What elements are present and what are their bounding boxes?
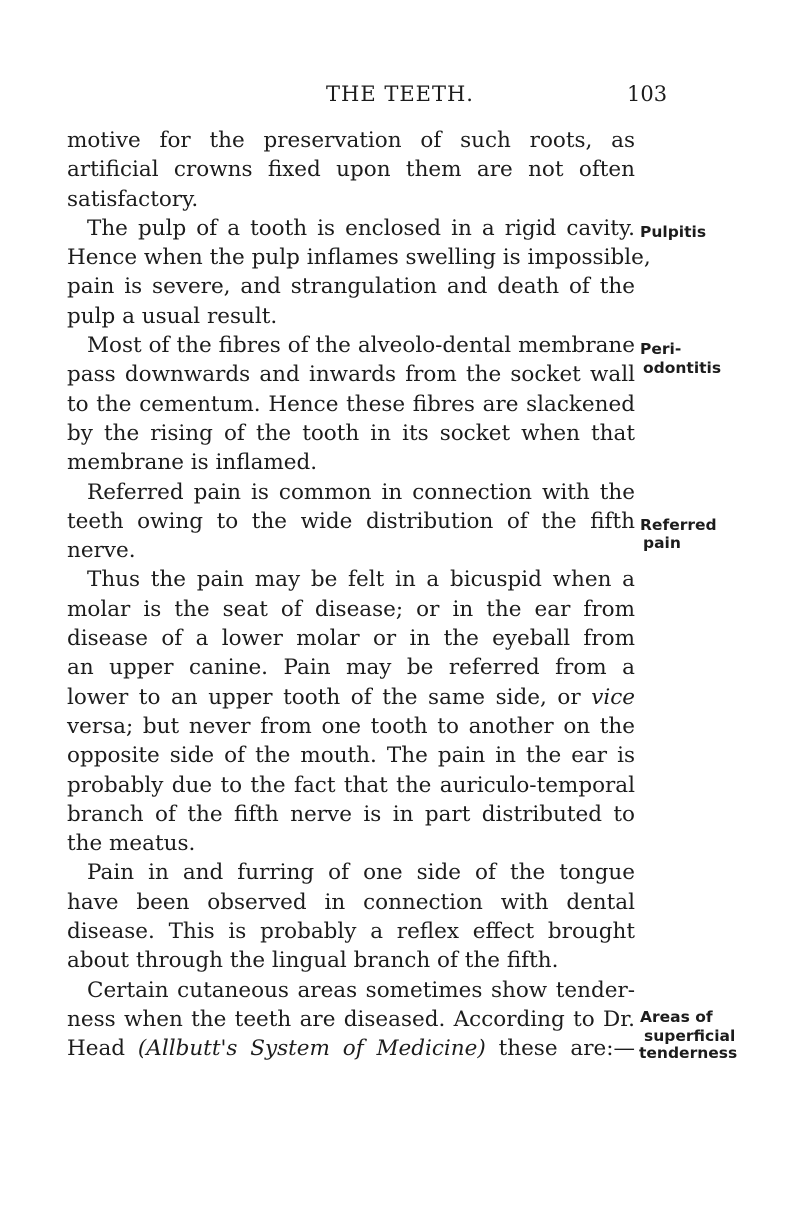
text-segment: these are:— <box>498 1036 635 1062</box>
margin-note-areas: Areas of <box>640 1008 713 1026</box>
text-line: molar is the seat of disease; or in the ear from <box>67 596 635 622</box>
running-title: THE TEETH. <box>326 82 474 106</box>
text-line: an upper canine. Pain may be referred from a <box>67 655 635 681</box>
margin-note-superficial: superficial <box>644 1027 736 1045</box>
text-line: artificial crowns fixed upon them are not often <box>67 157 635 183</box>
text-line <box>67 683 635 712</box>
text-line: pulp a usual result. <box>67 303 278 329</box>
text-line: about through the lingual branch of the fifth. <box>67 948 559 974</box>
italic-text: (Allbutt's System of Medicine) <box>137 1036 486 1062</box>
text-line: Thus the pain may be felt in a bicuspid when a <box>87 567 635 593</box>
text-line: ness when the teeth are diseased. According to Dr. <box>67 1006 635 1032</box>
text-line: pain is severe, and strangulation and death of the <box>67 274 635 300</box>
text-line: Most of the fibres of the alveolo-dental membrane <box>87 333 635 359</box>
text-line: versa; but never from one tooth to another on the <box>67 713 635 739</box>
text-line: Hence when the pulp inflames swelling is impossible, <box>67 245 651 271</box>
margin-note-peri: Peri- <box>640 340 682 358</box>
text-line: to the cementum. Hence these fibres are slackened <box>67 391 635 417</box>
text-line: teeth owing to the wide distribution of the fifth <box>67 508 635 534</box>
text-line: have been observed in connection with dental <box>67 889 635 915</box>
italic-text: vice <box>591 684 635 710</box>
text-line: disease of a lower molar or in the eyeball from <box>67 626 635 652</box>
text-line: nerve. <box>67 538 136 564</box>
text-line: membrane is inflamed. <box>67 450 318 476</box>
text-line: Certain cutaneous areas sometimes show tender- <box>87 977 635 1003</box>
margin-note-pulpitis: Pulpitis <box>640 223 707 241</box>
text-line: Referred pain is common in connection with the <box>87 479 635 505</box>
text-line: branch of the fifth nerve is in part distributed to <box>67 801 635 827</box>
text-line: probably due to the fact that the auriculo-temporal <box>67 772 635 798</box>
text-line: the meatus. <box>67 831 196 857</box>
text-segment: Head <box>67 1036 126 1062</box>
text-line: by the rising of the tooth in its socket when that <box>67 420 635 446</box>
text-line: opposite side of the mouth. The pain in the ear is <box>67 743 635 769</box>
margin-note-tenderness: tenderness <box>639 1044 738 1062</box>
margin-note-referred: Referred <box>640 516 717 534</box>
margin-note-periodontitis: odontitis <box>643 359 722 377</box>
text-line: motive for the preservation of such roots, as <box>67 128 635 153</box>
text-segment: lower to an upper tooth of the same side, or <box>67 684 581 710</box>
text-line: Pain in and furring of one side of the tongue <box>87 860 635 886</box>
body-text <box>67 126 651 1064</box>
margin-note-pain: pain <box>643 534 681 552</box>
text-line <box>67 1034 635 1063</box>
page-number: 103 <box>627 82 668 106</box>
page-header <box>0 82 800 112</box>
text-line: pass downwards and inwards from the socket wall <box>67 362 635 388</box>
text-line: satisfactory. <box>67 186 199 212</box>
text-line: disease. This is probably a reflex effect brought <box>67 919 635 945</box>
text-line: The pulp of a tooth is enclosed in a rigid cavity. <box>87 215 635 241</box>
